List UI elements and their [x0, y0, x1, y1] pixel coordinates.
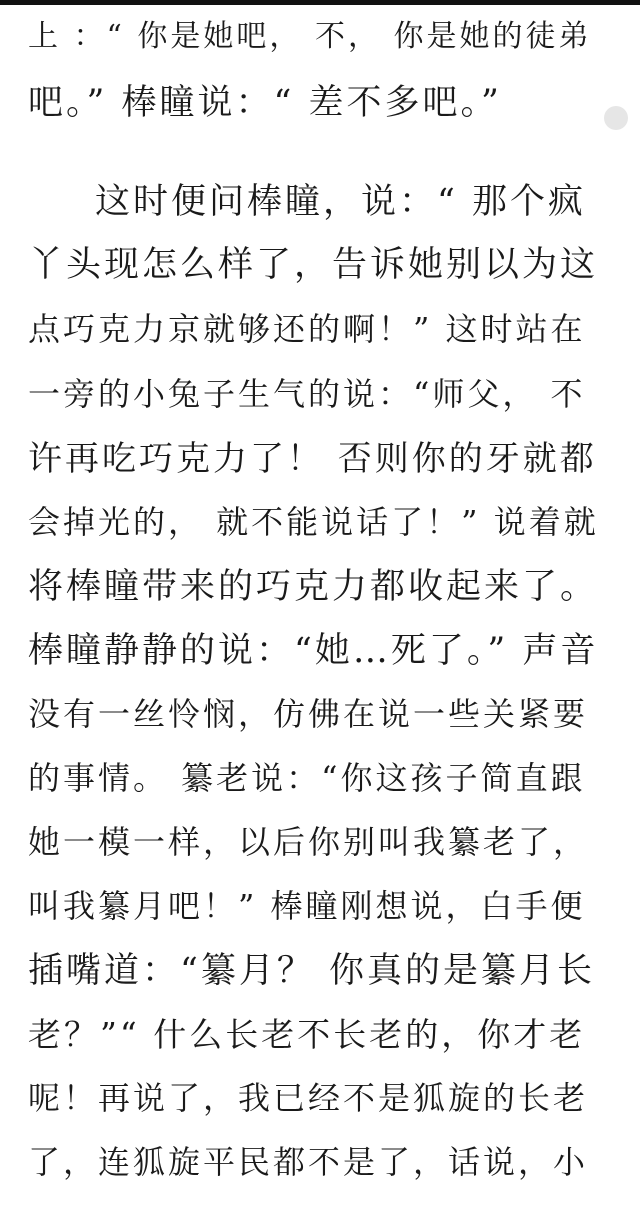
text-line: 她一模一样，以后你别叫我纂老了， [28, 823, 589, 861]
text-line: 这时便问棒瞳，说：“ 那个疯 [95, 182, 587, 222]
text-line: 的事情。 纂老说：“你这孩子简直跟 [28, 759, 586, 797]
text-line: 吧。” 棒瞳说：“ 差不多吧。” [28, 83, 502, 123]
text-line: 一旁的小兔子生气的说：“师父， 不 [28, 375, 586, 413]
scroll-indicator[interactable] [604, 106, 628, 130]
text-line: 插嘴道：“纂月？ 你真的是纂月长 [28, 951, 596, 991]
text-line: 老？”“ 什么长老不长老的，你才老 [28, 1015, 586, 1054]
text-line: 许再吃巧克力了！ 否则你的牙就都 [28, 439, 597, 479]
text-line: 呢！再说了，我已经不是狐旋的长老 [28, 1079, 589, 1117]
text-line: 上 ：“ 你是她吧， 不， 你是她的徒弟 [28, 19, 592, 54]
text-line: 了，连狐旋平民都不是了，话说，小 [28, 1143, 589, 1181]
text-line: 点巧克力京就够还的啊！” 这时站在 [28, 310, 586, 348]
text-line: 棒瞳静静的说：“她…死了。” 声音 [28, 631, 599, 671]
text-line: 会掉光的， 就不能说话了！” 说着就 [28, 503, 599, 541]
text-line: 叫我纂月吧！” 棒瞳刚想说，白手便 [28, 887, 586, 925]
text-line: 丫头现怎么样了，告诉她别以为这 [28, 245, 599, 285]
text-line: 没有一丝怜悯，仿佛在说一些关紧要 [28, 695, 589, 733]
text-line: 将棒瞳带来的巧克力都收起来了。 [28, 567, 599, 607]
top-status-bar [0, 0, 640, 5]
